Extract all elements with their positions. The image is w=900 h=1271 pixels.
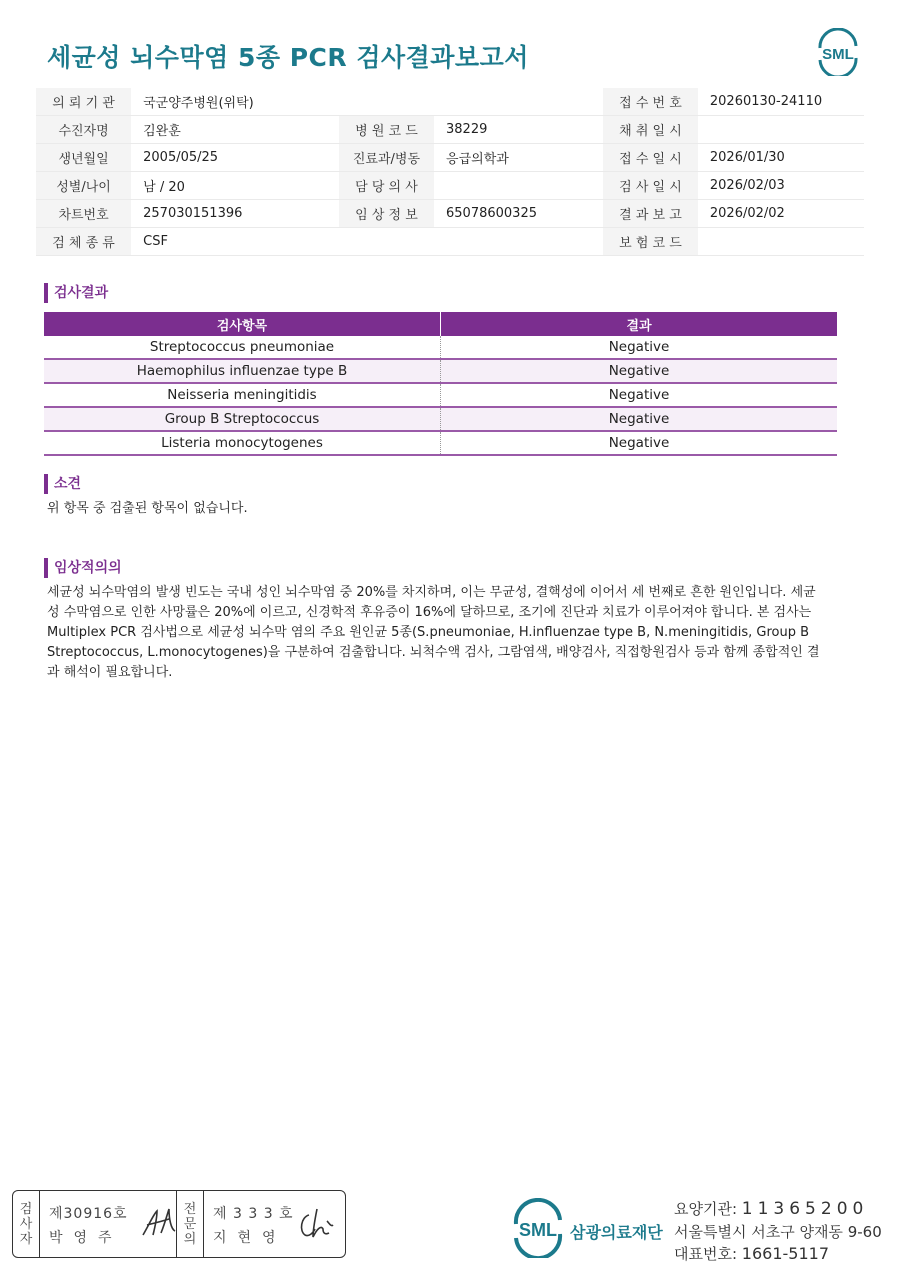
table-row bbox=[44, 359, 837, 383]
table-row bbox=[44, 336, 837, 359]
label-chart-number: 차트번호 bbox=[36, 200, 131, 228]
results-table bbox=[44, 312, 837, 456]
clinical-heading: 임상적의의 bbox=[44, 558, 122, 578]
value-patient-name: 김완훈 bbox=[131, 116, 339, 144]
value-receipt-date: 2026/01/30 bbox=[698, 144, 864, 172]
institution-code: 11365200 bbox=[741, 1199, 869, 1219]
table-row bbox=[44, 383, 837, 407]
value-chart-number: 257030151396 bbox=[131, 200, 339, 228]
opinion-heading: 소견 bbox=[44, 474, 81, 494]
label-hospital-code: 병 원 코 드 bbox=[339, 116, 434, 144]
examiner-name: 박영주 bbox=[49, 1230, 123, 1246]
signature-box bbox=[12, 1190, 346, 1258]
value-receipt-number: 20260130-24110 bbox=[698, 88, 864, 116]
report-title: 세균성 뇌수막염 5종 PCR 검사결과보고서 bbox=[47, 43, 529, 72]
value-test-date: 2026/02/03 bbox=[698, 172, 864, 200]
logo-text: SML bbox=[822, 46, 854, 63]
value-collection-date bbox=[698, 116, 864, 144]
value-sex-age: 남 / 20 bbox=[131, 172, 339, 200]
test-item: Haemophilus influenzae type B bbox=[44, 359, 441, 383]
table-row bbox=[44, 431, 837, 455]
footer-logo-text: SML bbox=[519, 1220, 557, 1240]
label-birth-date: 생년월일 bbox=[36, 144, 131, 172]
label-insurance-code: 보 험 코 드 bbox=[603, 228, 698, 256]
value-specimen-type: CSF bbox=[131, 228, 603, 256]
label-result-report: 결 과 보 고 bbox=[603, 200, 698, 228]
label-receipt-number: 접 수 번 호 bbox=[603, 88, 698, 116]
test-result: Negative bbox=[441, 407, 838, 431]
test-item: Group B Streptococcus bbox=[44, 407, 441, 431]
test-result: Negative bbox=[441, 336, 838, 359]
value-requesting-institution: 국군양주병원(위탁) bbox=[131, 88, 603, 116]
test-item: Listeria monocytogenes bbox=[44, 431, 441, 455]
sml-footer-logo-icon bbox=[508, 1198, 568, 1258]
results-column-result: 결과 bbox=[441, 312, 838, 336]
value-insurance-code bbox=[698, 228, 864, 256]
phone-number: 1661-5117 bbox=[741, 1244, 830, 1263]
phone-line bbox=[674, 1243, 829, 1264]
examiner-label: 검 사 자 bbox=[19, 1201, 33, 1247]
organization-name: 삼광의료재단 bbox=[570, 1223, 663, 1242]
label-requesting-institution: 의 뢰 기 관 bbox=[36, 88, 131, 116]
test-item: Neisseria meningitidis bbox=[44, 383, 441, 407]
value-birth-date: 2005/05/25 bbox=[131, 144, 339, 172]
label-collection-date: 채 취 일 시 bbox=[603, 116, 698, 144]
address: 서울특별시 서초구 양재동 9-60 bbox=[674, 1223, 882, 1241]
institution-code-label: 요양기관: bbox=[674, 1200, 742, 1218]
value-hospital-code: 38229 bbox=[434, 116, 603, 144]
specialist-signature-icon bbox=[295, 1205, 339, 1243]
value-result-report: 2026/02/02 bbox=[698, 200, 864, 228]
value-department: 응급의학과 bbox=[434, 144, 603, 172]
patient-info-table bbox=[36, 88, 864, 256]
institution-code-line bbox=[674, 1198, 868, 1219]
table-row bbox=[44, 407, 837, 431]
label-test-date: 검 사 일 시 bbox=[603, 172, 698, 200]
clinical-significance-text: 세균성 뇌수막염의 발생 빈도는 국내 성인 뇌수막염 중 20%를 차지하며, 이는 무균성, 결핵성에 이어서 세 번째로 흔한 원인입니다. 세균성 수막염으로 인한 사망률은 20%에 이르고, 신경학적 후유증이 16%에 달하므로, 조기에 진단과 치료가 이루어져야 합니다. 본 검사는 Multiplex PCR 검사법으로 세균성 뇌수막 염의 주요 원인균 5종(S.pneumoniae, H.influenzae type B, N.meningitidis, Group B Streptococcus, L.monocytogenes)을 구분하여 검출합니다. 뇌척수액 검사, 그람염색, 배양검사, 직접항원검사 등과 함께 종합적인 결과 해석이 필요합니다. bbox=[47, 585, 820, 680]
value-physician bbox=[434, 172, 603, 200]
label-patient-name: 수진자명 bbox=[36, 116, 131, 144]
specialist-name: 지현영 bbox=[213, 1230, 287, 1246]
test-result: Negative bbox=[441, 359, 838, 383]
opinion-text: 위 항목 중 검출된 항목이 없습니다. bbox=[47, 501, 248, 516]
results-column-test-item: 검사항목 bbox=[44, 312, 441, 336]
sml-logo-icon bbox=[812, 28, 864, 76]
examiner-signature-icon bbox=[139, 1205, 179, 1243]
label-receipt-date: 접 수 일 시 bbox=[603, 144, 698, 172]
results-heading: 검사결과 bbox=[44, 283, 108, 303]
label-clinical-info: 임 상 정 보 bbox=[339, 200, 434, 228]
specialist-license-number: 제 3 3 3 호 bbox=[213, 1206, 294, 1222]
test-result: Negative bbox=[441, 383, 838, 407]
label-specimen-type: 검 체 종 류 bbox=[36, 228, 131, 256]
examiner-license-number: 제30916호 bbox=[49, 1206, 128, 1222]
test-item: Streptococcus pneumoniae bbox=[44, 336, 441, 359]
phone-label: 대표번호: bbox=[674, 1245, 742, 1263]
test-result: Negative bbox=[441, 431, 838, 455]
label-physician: 담 당 의 사 bbox=[339, 172, 434, 200]
label-sex-age: 성별/나이 bbox=[36, 172, 131, 200]
specialist-label: 전 문 의 bbox=[183, 1201, 197, 1247]
label-department: 진료과/병동 bbox=[339, 144, 434, 172]
value-clinical-info: 65078600325 bbox=[434, 200, 603, 228]
